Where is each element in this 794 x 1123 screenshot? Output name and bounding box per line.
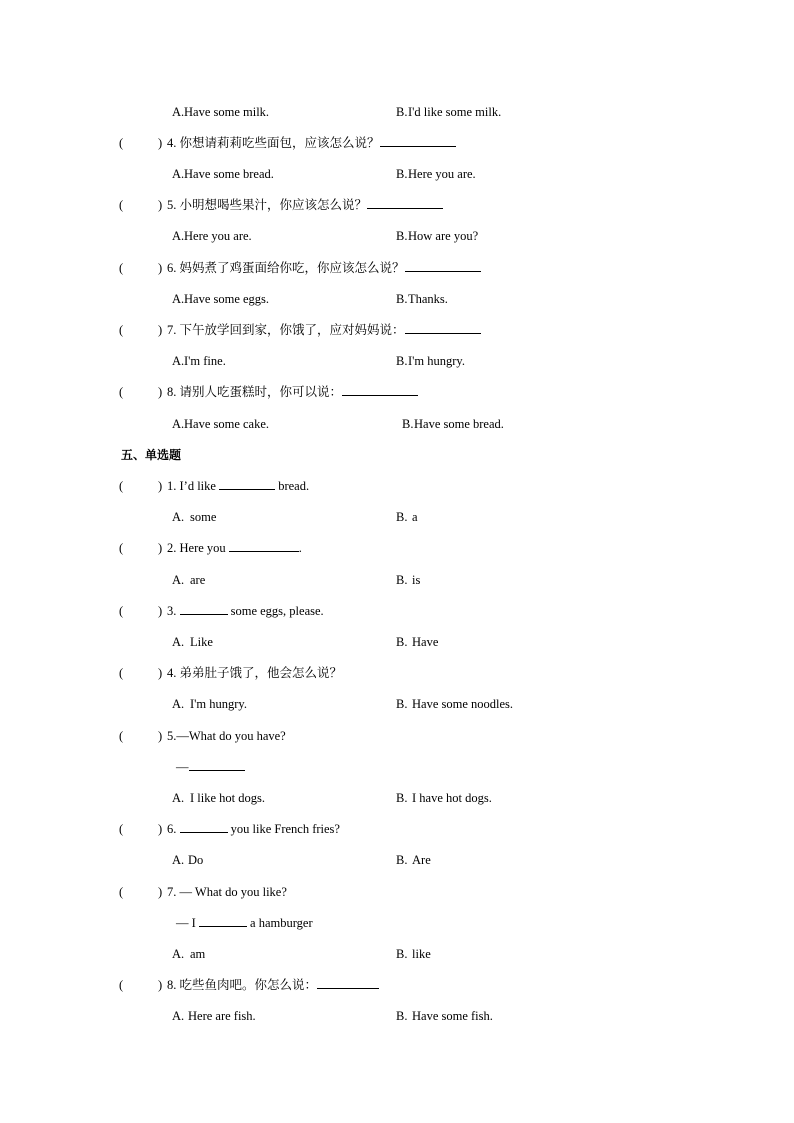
question-row: ( ) 5. 小明想喝些果汁，你应该怎么说？ <box>0 196 794 214</box>
answer-blank[interactable] <box>380 134 456 147</box>
option-a: A. I like hot dogs. <box>172 791 265 805</box>
question-text: 8. 吃些鱼肉吧。你怎么说： <box>167 976 379 994</box>
option-a: A.Here you are. <box>172 229 252 243</box>
option-a: A. I'm hungry. <box>172 697 247 711</box>
options-row <box>0 789 794 807</box>
question-text: 5. 小明想喝些果汁，你应该怎么说？ <box>167 196 443 214</box>
options-row <box>0 571 794 589</box>
question-text: 4. 你想请莉莉吃些面包，应该怎么说？ <box>167 134 456 152</box>
question-text: 5.—What do you have? <box>167 729 286 743</box>
option-a: A.Have some eggs. <box>172 292 270 306</box>
option-b: B.I'm hungry. <box>396 354 465 368</box>
answer-blank[interactable] <box>189 758 245 771</box>
option-a: A.I'm fine. <box>172 354 226 368</box>
answer-blank[interactable] <box>199 914 247 927</box>
answer-line: — I a hamburger <box>176 916 313 930</box>
options-row <box>0 165 794 183</box>
answer-blank[interactable] <box>180 602 228 615</box>
answer-blank[interactable] <box>180 820 228 833</box>
options-row <box>0 352 794 370</box>
option-b: B.Here you are. <box>396 167 476 181</box>
options-row <box>0 1007 794 1025</box>
option-b: B. Have some noodles. <box>396 697 514 711</box>
options-row <box>0 103 794 121</box>
option-b: B.Have some bread. <box>402 417 504 431</box>
question-row: ( ) 4. 你想请莉莉吃些面包，应该怎么说？ <box>0 134 794 152</box>
options-row <box>0 851 794 869</box>
option-b: B.Thanks. <box>396 292 448 306</box>
options-row <box>0 508 794 526</box>
option-a: A. Here are fish. <box>172 1009 256 1023</box>
question-text: 7. 下午放学回到家，你饿了，应对妈妈说： <box>167 321 481 339</box>
question-row: ( ) 2. Here you . <box>119 541 302 555</box>
question-text: 2. Here you . <box>167 541 302 555</box>
question-row: ( ) 8. 请别人吃蛋糕时，你可以说： <box>0 383 794 401</box>
answer-blank[interactable] <box>219 477 275 490</box>
option-a: A.Have some bread. <box>172 167 274 181</box>
option-b: B. is <box>396 573 421 587</box>
question-text: 6. you like French fries? <box>167 822 340 836</box>
question-row: ( ) 4. 弟弟肚子饿了，他会怎么说？ <box>119 666 343 680</box>
question-row: ( ) 7. — What do you like? <box>119 885 287 899</box>
options-row <box>0 415 794 433</box>
option-b: B. Have <box>396 635 439 649</box>
option-a: A. are <box>172 573 206 587</box>
option-a: A.Have some cake. <box>172 417 270 431</box>
question-text: 7. — What do you like? <box>167 885 287 899</box>
option-b: B. like <box>396 947 431 961</box>
options-row <box>0 633 794 651</box>
option-a: A. am <box>172 947 206 961</box>
question-row: ( ) 3. some eggs, please. <box>119 604 324 618</box>
option-b: B.I'd like some milk. <box>396 105 502 119</box>
option-b: B. Have some fish. <box>396 1009 493 1023</box>
option-b: B.How are you? <box>396 229 479 243</box>
option-b: B. Are <box>396 853 431 867</box>
option-a: A. Like <box>172 635 213 649</box>
question-text: 8. 请别人吃蛋糕时，你可以说： <box>167 383 418 401</box>
question-text: 1. I’d like bread. <box>167 479 310 493</box>
question-text: 3. some eggs, please. <box>167 604 324 618</box>
question-row: ( ) 5.—What do you have? <box>119 729 286 743</box>
answer-line-row <box>0 914 794 932</box>
options-row <box>0 290 794 308</box>
section-title: 五、单选题 <box>121 448 182 462</box>
section-heading-row <box>0 446 794 464</box>
answer-blank[interactable] <box>367 196 443 209</box>
answer-blank[interactable] <box>229 539 299 552</box>
options-row <box>0 227 794 245</box>
option-b: B. a <box>396 510 418 524</box>
answer-blank[interactable] <box>342 383 418 396</box>
answer-blank[interactable] <box>405 259 481 272</box>
question-text: 4. 弟弟肚子饿了，他会怎么说？ <box>167 666 343 680</box>
option-a: A. Do <box>172 853 204 867</box>
question-row: ( ) 1. I’d like bread. <box>119 479 310 493</box>
question-row: ( ) 8. 吃些鱼肉吧。你怎么说： <box>0 976 794 994</box>
options-row <box>0 945 794 963</box>
answer-line: — <box>176 758 245 776</box>
options-row <box>0 695 794 713</box>
option-a: A. some <box>172 510 217 524</box>
option-b: B. I have hot dogs. <box>396 791 492 805</box>
answer-blank[interactable] <box>317 976 379 989</box>
question-row: ( ) 6. you like French fries? <box>119 822 340 836</box>
answer-line-row <box>0 758 794 776</box>
question-text: 6. 妈妈煮了鸡蛋面给你吃，你应该怎么说？ <box>167 259 481 277</box>
answer-blank[interactable] <box>405 321 481 334</box>
question-row: ( ) 7. 下午放学回到家，你饿了，应对妈妈说： <box>0 321 794 339</box>
option-a: A.Have some milk. <box>172 105 270 119</box>
question-row: ( ) 6. 妈妈煮了鸡蛋面给你吃，你应该怎么说？ <box>0 259 794 277</box>
